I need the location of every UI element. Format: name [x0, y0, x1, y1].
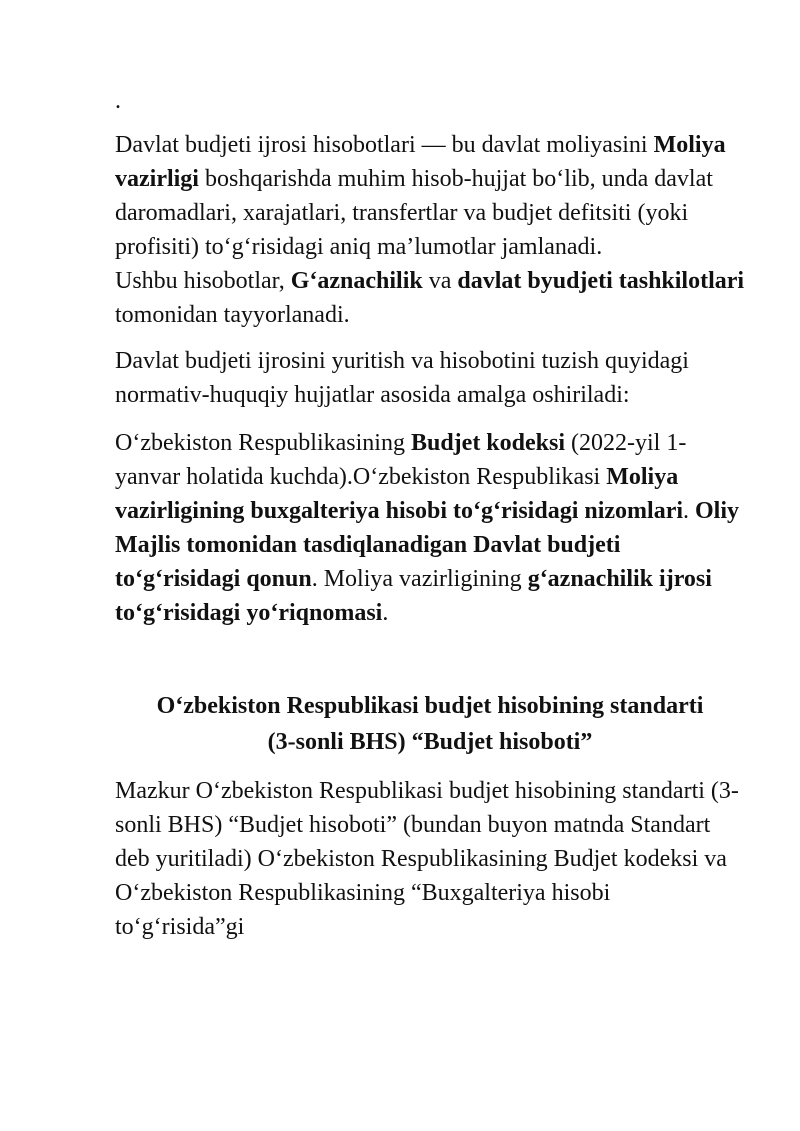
- paragraph-reports-text-d: tomonidan tayyorlanadi.: [115, 302, 350, 328]
- paragraph-legal-basis: Davlat budjeti ijrosini yuritish va hisobotini tuzish quyidagi normativ-huquqiy hujjatlar asosida amalga oshiriladi:: [115, 348, 689, 408]
- paragraph-reports-text-c: va: [422, 268, 458, 294]
- paragraph-intro: [115, 128, 745, 264]
- section-heading-line2: (3-sonli BHS) “Budjet hisoboti”: [267, 729, 593, 755]
- paragraph-reports-text-a: Ushbu hisobotlar,: [115, 268, 291, 294]
- leading-dot: .: [115, 88, 121, 114]
- legal-text-a: O‘zbekiston Respublikasining: [115, 430, 411, 456]
- legal-text-c: (2022-yil 1-yanvar holatida kuchda).O‘zbekiston Respublikasi: [115, 430, 687, 490]
- section-heading: [115, 688, 745, 760]
- paragraph-reports-bold-organizations: davlat byudjeti tashkilotlari: [457, 268, 745, 294]
- legal-text-f: .: [382, 600, 389, 626]
- legal-bold-ministry-regulations: Moliya vazirligining buxgalteriya hisobi to‘g‘risidagi nizomlari: [115, 464, 684, 524]
- paragraph-intro-text-a: Davlat budjeti ijrosi hisobotlari — bu davlat moliyasini: [115, 132, 654, 158]
- legal-text-d: .: [683, 498, 696, 524]
- paragraph-intro-bold-ministry: Moliya vazirligi: [115, 132, 726, 192]
- paragraph-reports: [115, 264, 745, 332]
- section-heading-line1: O‘zbekiston Respublikasi budjet hisobining standarti: [156, 693, 704, 719]
- legal-bold-budget-law: Oliy Majlis tomonidan tasdiqlanadigan Davlat budjeti to‘g‘risidagi qonun: [115, 498, 740, 592]
- paragraph-legal-documents: [115, 426, 745, 630]
- legal-text-e: . Moliya vazirligining: [311, 566, 528, 592]
- document-page: [115, 84, 745, 944]
- paragraph-reports-bold-treasury: G‘aznachilik: [290, 268, 423, 294]
- paragraph-intro-text-c: boshqarishda muhim hisob-hujjat bo‘lib, unda davlat daromadlari, xarajatlari, transfertlar va budjet defitsiti (yoki profisiti) to‘g‘risidagi aniq ma’lumotlar jamlanadi.: [115, 166, 713, 260]
- legal-bold-budget-code: Budjet kodeksi: [410, 430, 566, 456]
- paragraph-standard: Mazkur O‘zbekiston Respublikasi budjet hisobining standarti (3-sonli BHS) “Budjet hisoboti” (bundan buyon matnda Standart deb yuritiladi) O‘zbekiston Respublikasining Budjet kodeksi va O‘zbekiston Respublikasining “Buxgalteriya hisobi to‘g‘risida”gi: [115, 778, 739, 940]
- legal-bold-treasury-instruction: g‘aznachilik ijrosi to‘g‘risidagi yo‘riqnomasi: [115, 566, 712, 626]
